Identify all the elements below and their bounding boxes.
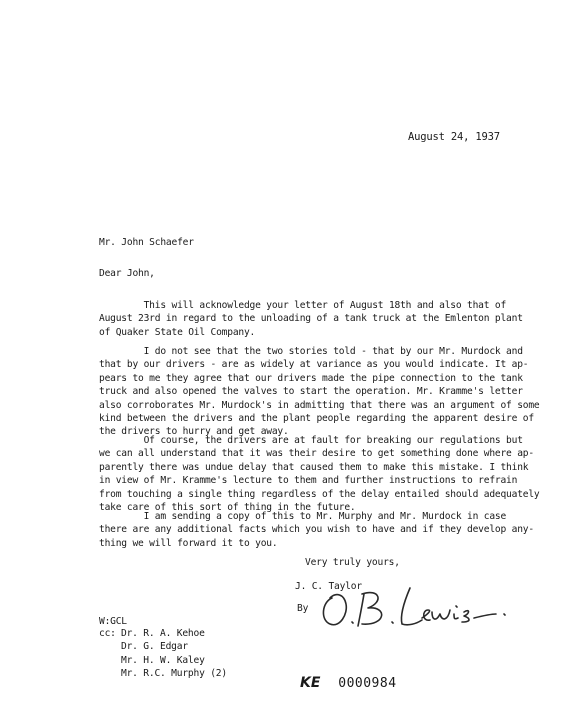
salutation: Dear John, <box>99 268 155 279</box>
document-prefix: KE <box>300 675 321 691</box>
paragraph-3 <box>99 434 540 514</box>
paragraph-line: Of course, the drivers are at fault for breaking our regulations but <box>99 435 523 446</box>
by-label: By <box>297 603 309 614</box>
cc-label: cc: <box>99 628 116 639</box>
paragraph-line: in view of Mr. Kramme's lecture to them and further instructions to refrain <box>99 475 518 487</box>
paragraph-line: kind between the drivers and the plant people regarding the apparent desire of <box>99 413 534 425</box>
document-number <box>300 675 397 691</box>
paragraph-line: that by our drivers - are as widely at variance as you would indicate. It ap- <box>99 359 529 371</box>
paragraph-4 <box>99 510 534 550</box>
paragraph-line: also corroborates Mr. Murdock's in admitting that there was an argument of some <box>99 399 540 411</box>
paragraph-line: of Quaker State Oil Company. <box>99 326 256 338</box>
paragraph-line: take care of this sort of thing in the future. <box>99 502 356 514</box>
paragraph-line: the drivers to hurry and get away. <box>99 426 289 438</box>
typist-initials: W:GCL <box>99 616 127 627</box>
paragraph-line: I am sending a copy of this to Mr. Murphy and Mr. Murdock in case <box>99 511 507 522</box>
paragraph-1 <box>99 299 523 339</box>
paragraph-line: truck and also opened the valves to start the operation. Mr. Kramme's letter <box>99 386 523 398</box>
paragraph-line: I do not see that the two stories told - that by our Mr. Murdock and <box>99 346 523 357</box>
paragraph-line: pears to me they agree that our drivers made the pipe connection to the tank <box>99 372 523 384</box>
paragraph-line: parently there was undue delay that caused them to make this mistake. I think <box>99 461 529 473</box>
cc-recipient: Dr. R. A. Kehoe <box>121 628 205 639</box>
cc-recipient: Dr. G. Edgar <box>121 641 188 653</box>
cc-recipient: Mr. H. W. Kaley <box>121 654 205 666</box>
paragraph-line: we can all understand that it was their desire to get something done where ap- <box>99 448 534 460</box>
cc-recipient: Mr. R.C. Murphy (2) <box>121 668 227 680</box>
addressee: Mr. John Schaefer <box>99 237 194 248</box>
paragraph-2 <box>99 345 540 439</box>
paragraph-line: August 23rd in regard to the unloading of a tank truck at the Emlenton plant <box>99 313 523 325</box>
document-id: 0000984 <box>338 676 397 691</box>
paragraph-line: there are any additional facts which you wish to have and if they develop any- <box>99 524 534 536</box>
paragraph-line: This will acknowledge your letter of August 18th and also that of <box>99 300 507 311</box>
closing: Very truly yours, <box>305 557 400 568</box>
paragraph-line: thing we will forward it to you. <box>99 537 278 549</box>
cc-list <box>121 627 227 681</box>
handwritten-signature <box>318 584 518 630</box>
paragraph-line: from touching a single thing regardless of the delay entailed should adequately <box>99 488 540 500</box>
sender-name: J. C. Taylor <box>295 581 362 592</box>
letter-date: August 24, 1937 <box>408 131 500 143</box>
